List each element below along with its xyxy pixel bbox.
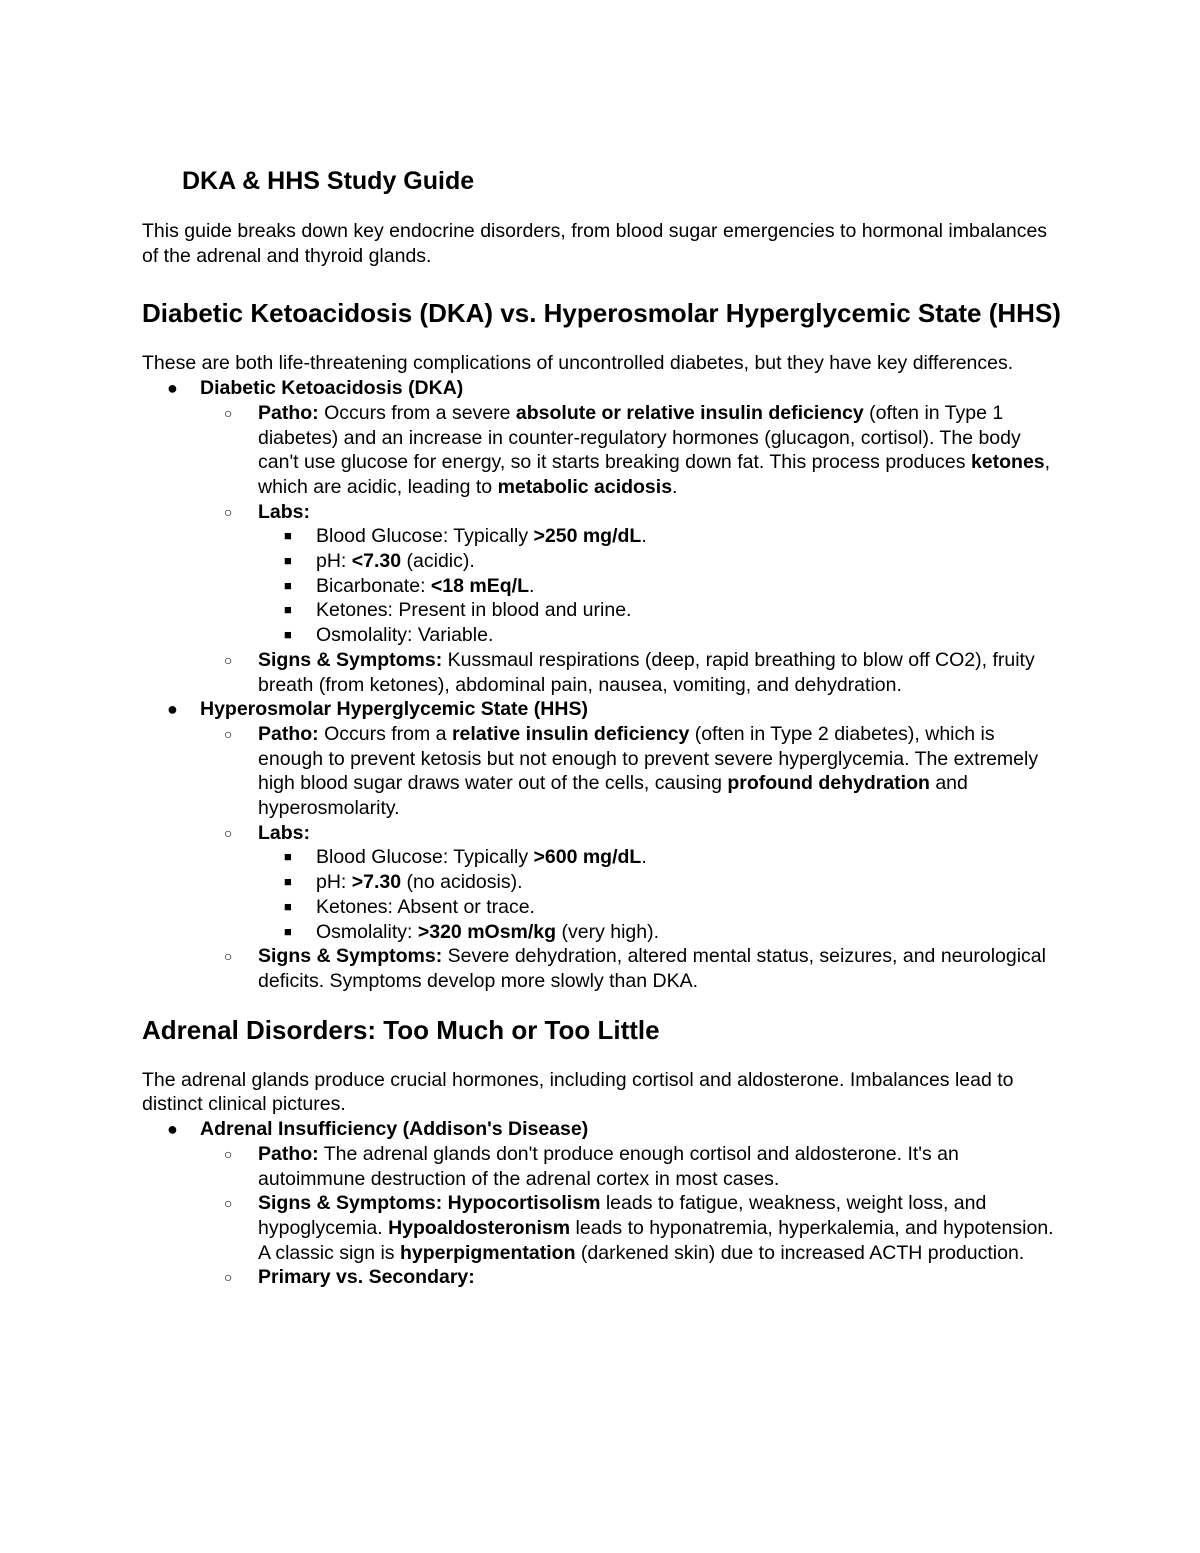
- bold-text: absolute or relative insulin deficiency: [515, 401, 864, 424]
- bullet-circle-icon: ○: [224, 824, 233, 841]
- text: (no acidosis).: [401, 871, 523, 894]
- signs-label: Signs & Symptoms:: [258, 945, 443, 968]
- section-heading-adrenal: Adrenal Disorders: Too Much or Too Little: [142, 1014, 660, 1045]
- bullet-circle-icon: ○: [224, 1195, 233, 1212]
- primary-secondary-label: Primary vs. Secondary:: [258, 1266, 475, 1289]
- signs-label: Signs & Symptoms:: [258, 1192, 443, 1215]
- text: .: [529, 574, 535, 597]
- text: (darkened skin) due to increased ACTH production.: [575, 1241, 1025, 1264]
- addison-signs: [200, 1191, 1062, 1265]
- bullet-square-icon: ■: [284, 874, 292, 890]
- dka-patho: [200, 401, 1062, 500]
- text: Kussmaul respirations (deep, rapid breathing to blow off CO2), fruity breath (from ketones), abdominal pain, nausea, vomiting, and dehydration.: [258, 648, 1035, 696]
- section1-intro: These are both life-threatening complications of uncontrolled diabetes, but they have key differences.: [142, 352, 1014, 375]
- text: leads to fatigue, weakness, weight loss, and hypoglycemia.: [258, 1192, 987, 1239]
- list-item-hhs: [142, 697, 1062, 993]
- list-item: [258, 524, 1062, 549]
- dka-signs: [200, 648, 1062, 697]
- bold-text: >250 mg/dL: [533, 525, 642, 548]
- signs-label: Signs & Symptoms:: [258, 648, 443, 671]
- bullet-circle-icon: ○: [224, 651, 233, 668]
- text: , which are acidic, leading to: [258, 451, 1051, 498]
- bullet-square-icon: ■: [284, 898, 292, 914]
- list-item: [258, 920, 1062, 945]
- dka-hhs-list: [142, 376, 1062, 994]
- text: .: [672, 475, 678, 498]
- bullet-circle-icon: ○: [224, 404, 233, 421]
- text: Osmolality:: [316, 920, 418, 943]
- text: Blood Glucose: Typically: [316, 846, 534, 869]
- bold-text: <7.30: [351, 550, 402, 573]
- text: .: [641, 846, 647, 869]
- labs-label: Labs:: [258, 821, 311, 844]
- text: (acidic).: [401, 550, 475, 573]
- text: (often in Type 1 diabetes) and an increase in counter-regulatory hormones (glucagon, cortisol). The body can't use glucose for energy, so it starts breaking down fat. This process produces: [258, 401, 1021, 474]
- hhs-labs-list: [258, 845, 1062, 944]
- addison-patho: [200, 1142, 1062, 1191]
- hhs-title: Hyperosmolar Hyperglycemic State (HHS): [200, 698, 588, 721]
- patho-label: Patho:: [258, 722, 319, 745]
- bold-text: profound dehydration: [727, 772, 930, 795]
- patho-label: Patho:: [258, 1142, 319, 1165]
- list-item: [258, 845, 1062, 870]
- text: .: [641, 525, 647, 548]
- text: pH:: [316, 871, 352, 894]
- addison-title: Adrenal Insufficiency (Addison's Disease): [200, 1118, 589, 1141]
- bold-text: >600 mg/dL: [533, 846, 642, 869]
- document-body: [142, 164, 1062, 1290]
- bullet-circle-icon: ○: [224, 503, 233, 520]
- text: The adrenal glands don't produce enough cortisol and aldosterone. It's an autoimmune destruction of the adrenal cortex in most cases.: [258, 1142, 959, 1190]
- list-item: [258, 549, 1062, 574]
- bullet-disc-icon: ●: [167, 378, 178, 399]
- bold-text: relative insulin deficiency: [451, 722, 690, 745]
- hhs-signs: [200, 944, 1062, 993]
- list-item: [258, 574, 1062, 599]
- bold-text: Hypocortisolism: [447, 1192, 601, 1215]
- dka-labs-list: [258, 524, 1062, 648]
- bullet-square-icon: ■: [284, 553, 292, 569]
- addison-sublist: [142, 1142, 1062, 1290]
- bullet-square-icon: ■: [284, 528, 292, 544]
- dka-sublist: [142, 401, 1062, 697]
- bold-text: >7.30: [351, 871, 402, 894]
- addison-primary-secondary: [200, 1265, 1062, 1290]
- text: Bicarbonate:: [316, 574, 431, 597]
- text: pH:: [316, 550, 352, 573]
- bullet-square-icon: ■: [284, 577, 292, 593]
- hhs-sublist: [142, 722, 1062, 994]
- text: Ketones: Absent or trace.: [316, 895, 535, 918]
- dka-title: Diabetic Ketoacidosis (DKA): [200, 377, 464, 400]
- section-heading-dka-hhs: Diabetic Ketoacidosis (DKA) vs. Hyperosmolar Hyperglycemic State (HHS): [142, 298, 1061, 329]
- bullet-disc-icon: ●: [167, 1119, 178, 1140]
- bullet-circle-icon: ○: [224, 725, 233, 742]
- bold-text: <18 mEq/L: [430, 574, 529, 597]
- text: (very high).: [556, 920, 660, 943]
- labs-label: Labs:: [258, 500, 311, 523]
- hhs-patho: [200, 722, 1062, 821]
- text: Severe dehydration, altered mental status, seizures, and neurological deficits. Symptoms develop more slowly than DKA.: [258, 945, 1046, 992]
- bullet-square-icon: ■: [284, 627, 292, 643]
- bold-text: hyperpigmentation: [399, 1241, 576, 1264]
- bullet-disc-icon: ●: [167, 699, 178, 720]
- text: Ketones: Present in blood and urine.: [316, 599, 632, 622]
- text: Osmolality: Variable.: [316, 624, 494, 647]
- text: Blood Glucose: Typically: [316, 525, 534, 548]
- bullet-square-icon: ■: [284, 849, 292, 865]
- bold-text: ketones: [970, 451, 1045, 474]
- bullet-circle-icon: ○: [224, 1269, 233, 1286]
- list-item-addison: [142, 1117, 1062, 1290]
- bullet-square-icon: ■: [284, 602, 292, 618]
- adrenal-list: [142, 1117, 1062, 1290]
- section2-intro: The adrenal glands produce crucial hormones, including cortisol and aldosterone. Imbalances lead to distinct clinical pictures.: [142, 1068, 1014, 1116]
- bold-text: metabolic acidosis: [497, 475, 673, 498]
- list-item: [258, 895, 1062, 920]
- list-item-dka: [142, 376, 1062, 697]
- text: Occurs from a: [318, 722, 452, 745]
- intro-paragraph: This guide breaks down key endocrine disorders, from blood sugar emergencies to hormonal imbalances of the adrenal and thyroid glands.: [142, 220, 1048, 267]
- text: Occurs from a severe: [318, 401, 516, 424]
- document-title: DKA & HHS Study Guide: [182, 167, 475, 195]
- dka-labs: [200, 500, 1062, 648]
- list-item: [258, 870, 1062, 895]
- bullet-circle-icon: ○: [224, 1145, 233, 1162]
- list-item: [258, 623, 1062, 648]
- hhs-labs: [200, 821, 1062, 945]
- bold-text: >320 mOsm/kg: [417, 920, 557, 943]
- bold-text: Hypoaldosteronism: [388, 1216, 571, 1239]
- list-item: [258, 598, 1062, 623]
- bullet-circle-icon: ○: [224, 948, 233, 965]
- text: and hyperosmolarity.: [258, 772, 968, 820]
- patho-label: Patho:: [258, 401, 319, 424]
- bullet-square-icon: ■: [284, 923, 292, 939]
- text: (often in Type 2 diabetes), which is enough to prevent ketosis but not enough to prevent severe hyperglycemia. The extremely high blood sugar draws water out of the cells, causing: [258, 722, 1039, 795]
- text: leads to hyponatremia, hyperkalemia, and hypotension. A classic sign is: [258, 1216, 1054, 1264]
